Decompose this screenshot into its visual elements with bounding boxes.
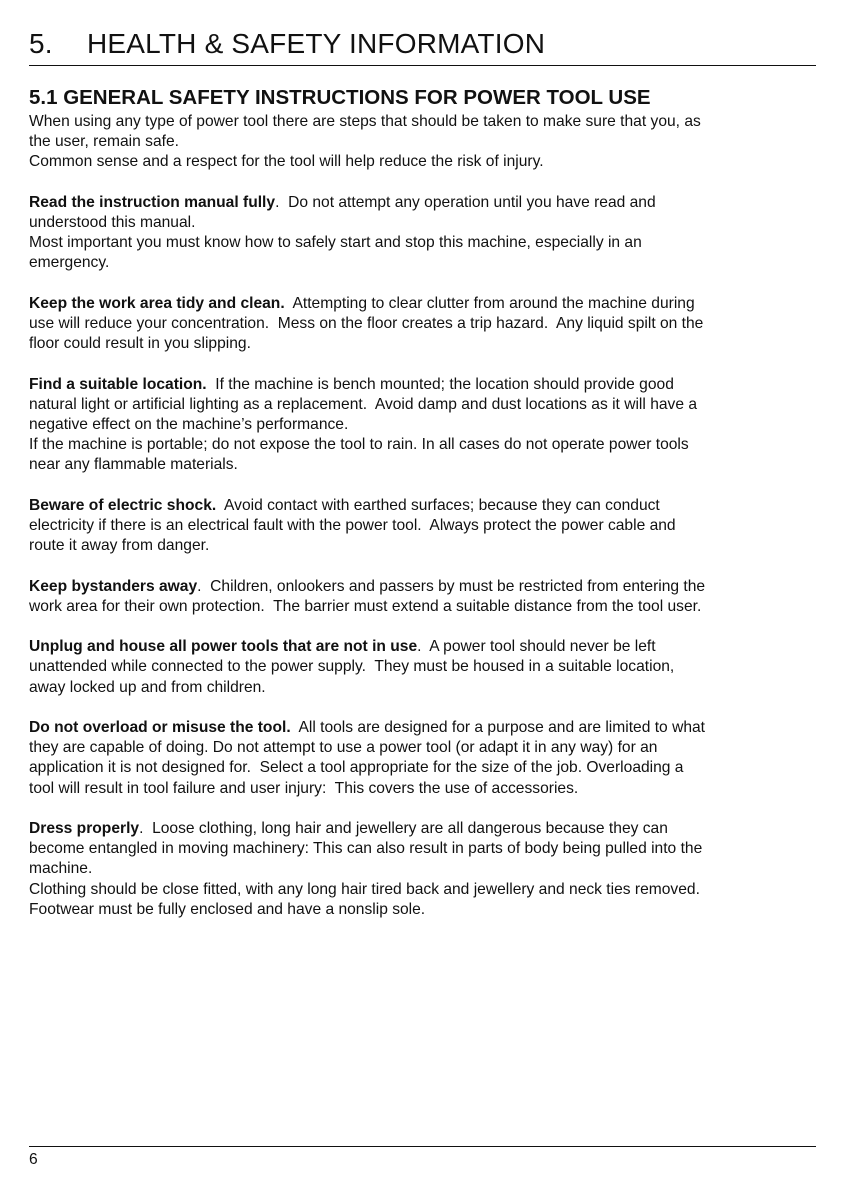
instruction-line: electricity if there is an electrical fault with the power tool. Always protect the power cable and [29,517,676,534]
instruction-line: Most important you must know how to safely start and stop this machine, especially in an [29,234,642,252]
instruction-first-line [29,637,819,657]
instruction-line: natural light or artificial lighting as a replacement. Avoid damp and dust locations as it will have a [29,395,698,413]
instruction-line: negative effect on the machine’s performance. [29,416,349,433]
instruction-first-line [29,193,819,213]
instruction-text: All tools are designed for a purpose and are limited to what [290,718,706,736]
instruction-first-line [29,577,819,597]
instruction-text: Attempting to clear clutter from around the machine during [284,294,695,312]
instruction-lead: Read the instruction manual fully [29,193,276,211]
instruction-text: Children, onlookers and passers by must be restricted from entering the [201,577,706,595]
section-title: HEALTH & SAFETY INFORMATION [87,28,546,59]
lead-punctuation: . [417,638,422,656]
instruction-line: they are capable of doing. Do not attempt to use a power tool (or adapt it in any way) for an [29,739,658,757]
instruction-line: tool will result in tool failure and user injury: This covers the use of accessories. [29,779,579,797]
instruction-overload [29,718,819,799]
instruction-first-line [29,718,819,738]
instruction-line: near any flammable materials. [29,456,238,474]
intro-paragraph [29,112,819,173]
intro-line: Common sense and a respect for the tool will help reduce the risk of injury. [29,153,544,171]
lead-punctuation: . [275,193,280,211]
instruction-bystanders [29,577,819,617]
section-number: 5. [29,28,53,59]
instruction-line: away locked up and from children. [29,678,266,696]
lead-punctuation: . [139,819,144,837]
instruction-text: A power tool should never be left [421,638,656,656]
instruction-suitable-location [29,375,819,476]
header-rule [29,65,816,66]
instruction-lead: Keep bystanders away [29,577,198,595]
instruction-first-line [29,819,819,839]
footer-rule [29,1146,816,1147]
instruction-line: Clothing should be close fitted, with any long hair tired back and jewellery and neck ties removed. [29,880,700,898]
instruction-text: If the machine is bench mounted; the location should provide good [206,375,674,393]
instruction-electric-shock [29,496,819,557]
instruction-line: route it away from danger. [29,537,210,555]
instruction-tidy-work-area [29,294,819,355]
instruction-dress-properly [29,819,819,920]
instruction-lead: Dress properly [29,819,140,837]
instruction-text: Loose clothing, long hair and jewellery are all dangerous because they can [143,819,668,837]
instruction-line: floor could result in you slipping. [29,335,251,353]
instruction-line: understood this manual. [29,214,196,231]
instruction-lead: Keep the work area tidy and clean. [29,294,285,312]
instruction-line: If the machine is portable; do not expose the tool to rain. In all cases do not operate power tools [29,436,689,454]
intro-line: When using any type of power tool there are steps that should be taken to make sure that you, as [29,113,701,130]
instruction-lead: Do not overload or misuse the tool. [29,718,291,736]
instruction-lead: Unplug and house all power tools that are not in use [29,638,418,656]
page-number: 6 [29,1151,38,1168]
instruction-text: Do not attempt any operation until you have read and [279,193,656,211]
instruction-unplug-tools [29,637,819,698]
intro-line: the user, remain safe. [29,133,179,151]
instruction-line: Footwear must be fully enclosed and have a nonslip sole. [29,900,426,918]
instruction-line: work area for their own protection. The barrier must extend a suitable distance from the tool user. [29,597,702,615]
instruction-first-line [29,294,819,314]
subsection-title: 5.1 GENERAL SAFETY INSTRUCTIONS FOR POWER TOOL USE [29,86,651,109]
instruction-lead: Find a suitable location. [29,375,207,393]
instruction-line: machine. [29,860,93,878]
instruction-line: emergency. [29,254,110,272]
instruction-lead: Beware of electric shock. [29,496,217,514]
instruction-line: unattended while connected to the power supply. They must be housed in a suitable location, [29,658,675,676]
instruction-line: use will reduce your concentration. Mess on the floor creates a trip hazard. Any liquid spilt on the [29,315,704,332]
section-heading [29,28,545,60]
instruction-read-manual [29,193,819,274]
instruction-first-line [29,375,819,395]
instruction-first-line [29,496,819,516]
instruction-line: become entangled in moving machinery: This can also result in parts of body being pulled into the [29,840,703,858]
instruction-line: application it is not designed for. Select a tool appropriate for the size of the job. Overloading a [29,759,684,777]
safety-instructions-body [29,112,819,940]
lead-punctuation: . [197,577,202,595]
instruction-text: Avoid contact with earthed surfaces; because they can conduct [216,496,660,514]
